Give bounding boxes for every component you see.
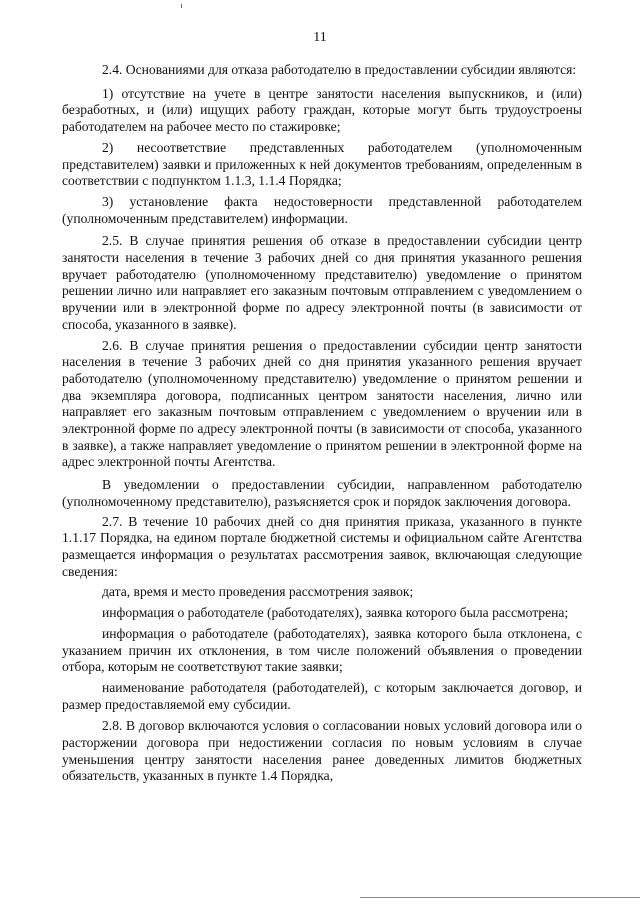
paragraph-2-7-item-rejected: информация о работодателе (работодателях), заявка которого была отклонена, с указанием причин их отклонения, в том числе положений объявления о проведении отбора, которым не соответствуют такие заявки; [62,625,582,675]
paragraph-notification-explanation: В уведомлении о предоставлении субсидии, направленном работодателю (уполномоченному представителю), разъясняется срок и порядок заключения договора. [62,477,582,509]
paragraph-2-4-item-3: 3) установление факта недостоверности представленной работодателем (уполномоченным представителем) информации. [62,193,582,226]
scan-artifact-mark [181,4,182,8]
paragraph-2-4-item-1: 1) отсутствие на учете в центре занятости населения выпускников, и (или) безработных, и (или) ищущих работу граждан, которые могут быть трудоустроены работодателем на рабочее место по стажировке; [62,85,582,135]
paragraph-2-7: 2.7. В течение 10 рабочих дней со дня принятия приказа, указанного в пункте 1.1.17 Порядка, на едином портале бюджетной системы и официальном сайте Агентства размещается информация о результатах рассмотрения заявок, включающая следующие сведения: [62,513,582,579]
paragraph-2-8: 2.8. В договор включаются условия о согласовании новых условий договора или о расторжении договора при недостижении согласия по новым условиям в случае уменьшения центру занятости населения ранее доведенных лимитов бюджетных обязательств, указанных в пункте 1.4 Порядка, [62,718,582,784]
paragraph-2-7-item-reviewed: информация о работодателе (работодателях), заявка которого была рассмотрена; [102,605,569,621]
paragraph-2-4: 2.4. Основаниями для отказа работодателю в предоставлении субсидии являются: [102,62,577,77]
paragraph-2-6: 2.6. В случае принятия решения о предоставлении субсидии центр занятости населения в течение 3 рабочих дней со дня принятия указанного решения вручает работодателю (уполномоченному представителю) уведомление о принятом решении и два экземпляра договора, подписанных центром занятости населения, лично или направляет его заказным почтовым отправлением с уведомлением о вручении или в электронной форме по адресу электронной почты (в зависимости от способа, указанного в заявке), а также направляет уведомление о принятом решении в электронной форме на адрес электронной почты Агентства. [62,337,582,470]
paragraph-2-5: 2.5. В случае принятия решения об отказе в предоставлении субсидии центр занятости населения в течение 3 рабочих дней со дня принятия указанного решения вручает работодателю (уполномоченному представителю) уведомление о принятом решении лично или направляет его заказным почтовым отправлением с уведомлением о вручении или в электронной форме по адресу электронной почты (в зависимости от способа, указанного в заявке). [62,233,582,332]
scan-bottom-edge [360,897,640,898]
paragraph-2-4-item-2: 2) несоответствие представленных работодателем (уполномоченным представителем) заявки и приложенных к ней документов требованиям, определенным в соответствии с подпунктом 1.1.3, 1.1.4 Порядка; [62,139,582,189]
page-number: 11 [313,30,327,45]
paragraph-2-7-item-contract: наименование работодателя (работодателей), с которым заключается договор, и размер предоставляемой ему субсидии. [62,679,582,712]
paragraph-2-7-item-date: дата, время и место проведения рассмотрения заявок; [102,584,414,600]
document-body [62,62,582,785]
